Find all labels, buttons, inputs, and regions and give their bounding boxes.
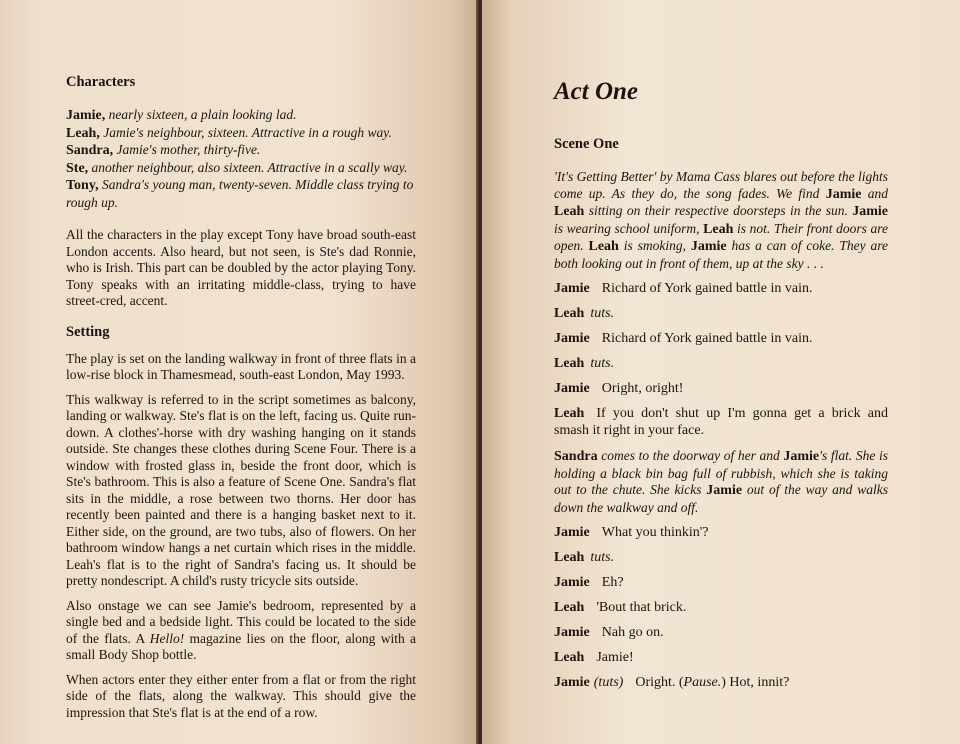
character-name: Jamie, xyxy=(66,108,106,123)
dialogue-line xyxy=(554,280,888,297)
setting-paragraph: This walkway is referred to in the script sometimes as balcony, landing or walkway. Ste's flat is on the left, facing us. Quite run-down. A clothes'-horse with dry washing hanging on it stands outside. Ste changes these clothes during Scene Four. There is a window with frosted glass in, beside the front door, which is Ste's bathroom. This is also a feature of Scene One. Sandra's flat sits in the middle, a rose between two thorns. Her door has recently been painted and there is a hanging basket next to it. Either side, on the ground, are two tubs, also of flowers. On her bathroom window hangs a net curtain which rises in the middle. Leah's flat is to the right of Sandra's facing us. It should be pretty nondescript. A child's rusty tricycle sits outside. xyxy=(66,391,416,588)
line-text: Nah go on. xyxy=(601,625,664,640)
line-text: Jamie! xyxy=(596,650,634,665)
character-name: Leah xyxy=(588,239,619,254)
character-name: Leah xyxy=(554,204,585,219)
line-direction: tuts. xyxy=(590,550,615,565)
line-text: If you don't shut up I'm gonna get a brick and smash it right in your face. xyxy=(554,406,888,438)
character-description: Jamie's neighbour, sixteen. Attractive in a rough way. xyxy=(103,124,392,140)
right-page-content xyxy=(554,78,888,691)
bedroom-text: magazine lies on the floor, along with a small Body Shop bottle. xyxy=(66,630,416,662)
direction-text: is not. Their front doors are open. xyxy=(554,220,889,253)
direction-text: has a can of coke. They are both looking out in front of them, up at the sky . . . xyxy=(554,238,889,271)
dialogue-line xyxy=(554,649,888,666)
direction-text: 's flat. She is holding a black bin bag full of rubbish, which she is taking out to the chute. She kicks xyxy=(554,448,888,497)
character-name: Jamie xyxy=(706,483,743,498)
line-text: What you thinkin'? xyxy=(601,525,709,540)
direction-text: 'It's Getting Better' by Mama Cass blares out before the lights come up. As they do, the song fades. We find xyxy=(554,169,888,201)
dialogue-line xyxy=(554,405,888,439)
character-name: Sandra xyxy=(554,449,598,464)
direction-text: is wearing school uniform, xyxy=(554,220,704,236)
speaker-name: Jamie xyxy=(554,331,590,346)
dialogue-line xyxy=(554,380,888,397)
setting-heading: Setting xyxy=(66,323,110,340)
line-text: Oright, oright! xyxy=(601,381,684,396)
characters-list xyxy=(66,107,416,211)
direction-text: is smoking, xyxy=(618,238,691,253)
direction-text: sitting on their respective doorsteps in the sun. xyxy=(584,203,853,218)
speaker-name: Jamie xyxy=(554,381,590,396)
character-entry xyxy=(66,160,416,178)
entrances-paragraph: When actors enter they either enter from a flat or from the right side of the flats, along the walkway. This should give the impression that Ste's flat is at the end of a row. xyxy=(66,671,416,720)
dialogue-line xyxy=(554,524,888,541)
speaker-name: Leah xyxy=(554,306,585,321)
speaker-name: Jamie xyxy=(554,675,590,690)
character-description: Sandra's young man, twenty-seven. Middle class trying to rough up. xyxy=(66,177,414,210)
line-text: Eh? xyxy=(601,575,624,590)
opening-stage-direction xyxy=(554,169,888,272)
magazine-title: Hello! xyxy=(149,630,185,646)
line-text: ) Hot, innit? xyxy=(721,675,790,690)
scene-title: Scene One xyxy=(554,136,619,152)
character-entry xyxy=(66,142,416,160)
dialogue-block xyxy=(554,524,888,691)
accents-paragraph: All the characters in the play except Tony have broad south-east London accents. Also heard, but not seen, is Ste's dad Ronnie, who is Irish. This part can be doubled by the actor playing Tony. Tony speaks with an irritating middle-class, trying to have street-cred, accent. xyxy=(66,227,416,308)
dialogue-line xyxy=(554,355,888,372)
direction-text: out of the way and walks down the walkway and off. xyxy=(554,482,888,515)
character-name: Leah xyxy=(703,221,734,237)
character-name: Jamie xyxy=(852,204,888,219)
direction-text: comes to the doorway of her and xyxy=(597,448,784,463)
character-entry xyxy=(66,107,416,125)
character-description: nearly sixteen, a plain looking lad. xyxy=(108,107,297,122)
character-name: Jamie xyxy=(690,239,727,254)
character-name: Tony, xyxy=(66,178,99,193)
bedroom-paragraph xyxy=(66,598,416,664)
character-name: Jamie xyxy=(825,186,862,202)
dialogue-block xyxy=(554,280,888,439)
dialogue-line xyxy=(554,674,888,691)
character-description: Jamie's mother, thirty-five. xyxy=(116,142,261,157)
line-text: 'Bout that brick. xyxy=(596,600,687,615)
character-description: another neighbour, also sixteen. Attractive in a scally way. xyxy=(91,159,408,175)
speaker-name: Leah xyxy=(554,650,585,665)
line-direction: Pause. xyxy=(683,675,722,690)
character-entry xyxy=(66,125,416,143)
speaker-name: Leah xyxy=(554,356,585,371)
left-page-content xyxy=(66,74,416,721)
direction-text: and xyxy=(861,185,889,201)
speaker-name: Jamie xyxy=(554,575,590,590)
dialogue-line xyxy=(554,574,888,591)
speaker-name: Leah xyxy=(554,406,585,421)
dialogue-line xyxy=(554,599,888,616)
act-title: Act One xyxy=(554,78,639,105)
character-entry xyxy=(66,177,416,211)
line-direction: tuts. xyxy=(590,306,615,321)
characters-heading: Characters xyxy=(66,74,136,90)
line-direction: (tuts) xyxy=(593,675,624,690)
character-name: Leah, xyxy=(66,125,100,141)
line-text: Richard of York gained battle in vain. xyxy=(601,331,813,346)
setting-paragraph: The play is set on the landing walkway in front of three flats in a low-rise block in Thamesmead, south-east London, May 1993. xyxy=(66,350,416,382)
speaker-name: Jamie xyxy=(554,625,590,640)
character-name: Ste, xyxy=(66,160,89,176)
dialogue-line xyxy=(554,305,888,322)
speaker-name: Leah xyxy=(554,600,585,615)
line-text: Oright. ( xyxy=(635,675,684,690)
right-page xyxy=(482,0,960,744)
speaker-name: Leah xyxy=(554,550,585,565)
dialogue-line xyxy=(554,330,888,347)
speaker-name: Jamie xyxy=(554,525,590,540)
dialogue-line xyxy=(554,549,888,566)
line-text: Richard of York gained battle in vain. xyxy=(601,281,813,296)
character-name: Sandra, xyxy=(66,143,114,158)
sandra-stage-direction xyxy=(554,448,888,516)
bedroom-text: Also onstage we can see Jamie's bedroom, represented by a single bed and a bedside light. This could be located to the side of the flats. A xyxy=(66,597,416,646)
line-direction: tuts. xyxy=(590,356,615,371)
character-name: Jamie xyxy=(783,449,820,464)
left-page xyxy=(0,0,478,744)
dialogue-line xyxy=(554,624,888,641)
speaker-name: Jamie xyxy=(554,281,590,296)
